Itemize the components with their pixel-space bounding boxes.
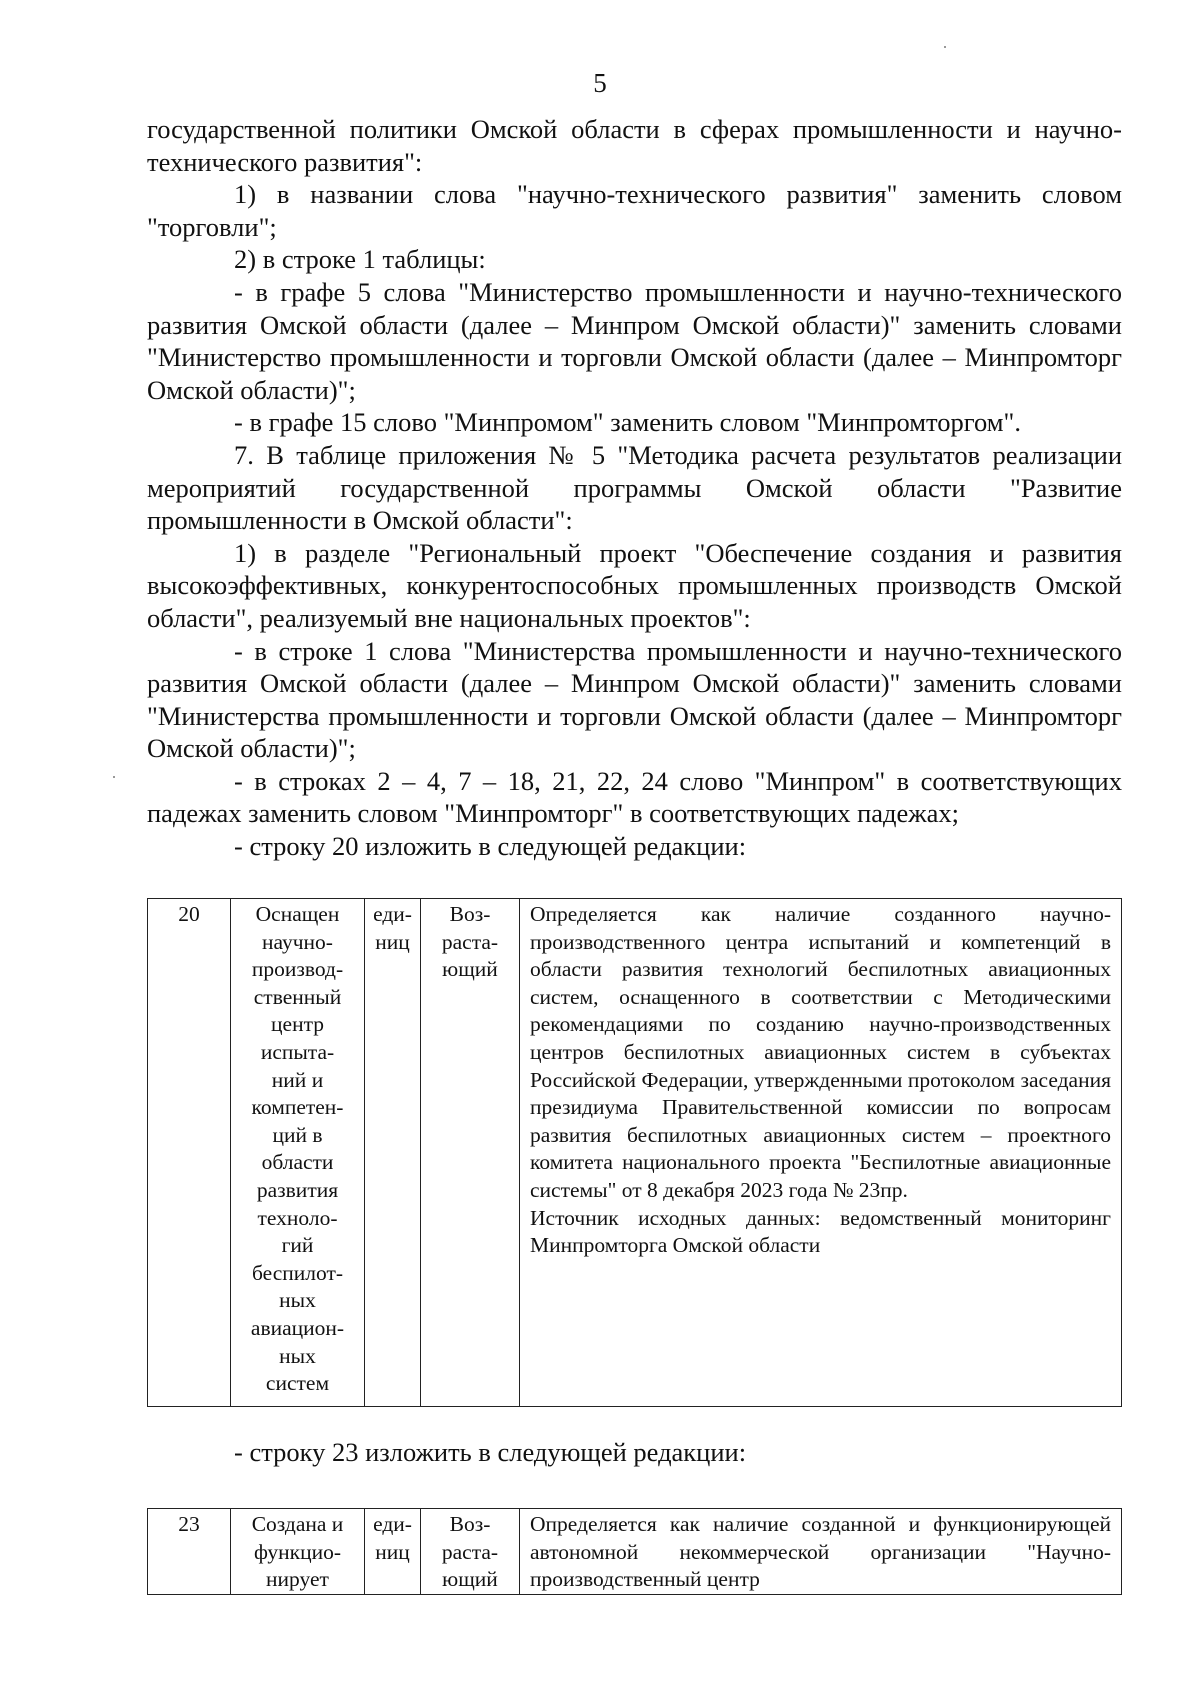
indicator-name xyxy=(231,899,365,1407)
row-number: 23 xyxy=(148,1509,231,1595)
paragraph-row-20-intro: - строку 20 изложить в следующей редакции: xyxy=(234,831,747,862)
indicator-name-text: Создана и функцио- нирует xyxy=(251,1512,344,1592)
page-number: 5 xyxy=(593,68,607,98)
body-text xyxy=(147,113,1122,863)
row-20-table xyxy=(147,898,1122,1407)
table-row xyxy=(148,899,1122,1407)
scan-speck xyxy=(113,776,115,778)
unit-text: еди- ниц xyxy=(373,1512,412,1564)
paragraph-row-1: - в строке 1 слова "Министерства промышленности и научно-технического развития Омской области (далее – Минпром Омской области)" заменить словами "Министерства промышленности и торговли Омской области (далее – Минпромторг Омской области)"; xyxy=(147,635,1122,764)
scan-speck xyxy=(944,46,946,48)
paragraph-graph-5: - в графе 5 слова "Министерство промышленности и научно-технического развития Омской области (далее – Минпром Омской области)" заменить словами "Министерство промышленности и торговли Омской области (далее – Минпромторг Омской области)"; xyxy=(147,276,1122,405)
description-text: Определяется как наличие созданной и функционирующей автономной некоммерческой организации "Научно-производственный центр xyxy=(530,1512,1111,1592)
type-cell xyxy=(421,899,520,1407)
description-text: Определяется как наличие созданного научно-производственного центра испытаний и компетенций в области развития технологий беспилотных авиационных систем, оснащенного в соответствии с Методическими рекомендациями по созданию научно-производственных центров беспилотных авиационных систем в субъектах Российской Федерации, утвержденными протоколом заседания президиума Правительственной комиссии по вопросам развития беспилотных авиационных систем – проектного комитета национального проекта "Беспилотные авиационные системы" от 8 декабря 2023 года № 23пр. xyxy=(530,902,1111,1202)
paragraph-section-1: 1) в разделе "Региональный проект "Обеспечение создания и развития высокоэффективных, конкурентоспособных промышленных производств Омской области", реализуемый вне национальных проектов": xyxy=(147,537,1122,633)
indicator-name-text: Оснащен научно- производ- ственный центр испыта- ний и компетен- ций в области развития техноло- гий беспилот- ных авиацион- ных систем xyxy=(250,902,345,1396)
unit-cell xyxy=(365,1509,421,1595)
paragraph-point-7: 7. В таблице приложения № 5 "Методика расчета результатов реализации мероприятий государственной программы Омской области "Развитие промышленности в Омской области": xyxy=(147,439,1122,536)
unit-text: еди- ниц xyxy=(373,902,412,954)
paragraph-item-2: 2) в строке 1 таблицы: xyxy=(234,244,486,275)
indicator-name xyxy=(231,1509,365,1595)
row-23-table xyxy=(147,1508,1122,1595)
description-cell xyxy=(520,1509,1122,1595)
table-row xyxy=(148,1509,1122,1595)
type-text: Воз- раста- ющий xyxy=(441,1512,499,1592)
type-text: Воз- раста- ющий xyxy=(441,902,499,982)
source-text: Источник исходных данных: ведомственный мониторинг Минпромторга Омской области xyxy=(530,1205,1111,1258)
paragraph-row-23-intro: - строку 23 изложить в следующей редакции: xyxy=(234,1437,747,1467)
paragraph-rows-list: - в строках 2 – 4, 7 – 18, 21, 22, 24 слово "Минпром" в соответствующих падежах заменить словом "Минпромторг" в соответствующих падежах; xyxy=(147,765,1122,829)
paragraph-item-1: 1) в названии слова "научно-технического развития" заменить словом "торговли"; xyxy=(147,179,1122,242)
unit-cell xyxy=(365,899,421,1407)
type-cell xyxy=(421,1509,520,1595)
paragraph-graph-15: - в графе 15 слово "Минпромом" заменить словом "Минпромторгом". xyxy=(234,407,1021,438)
description-cell xyxy=(520,899,1122,1407)
paragraph-continuation: государственной политики Омской области в сферах промышленности и научно-технического развития": xyxy=(147,114,1122,177)
row-number: 20 xyxy=(148,899,231,1407)
